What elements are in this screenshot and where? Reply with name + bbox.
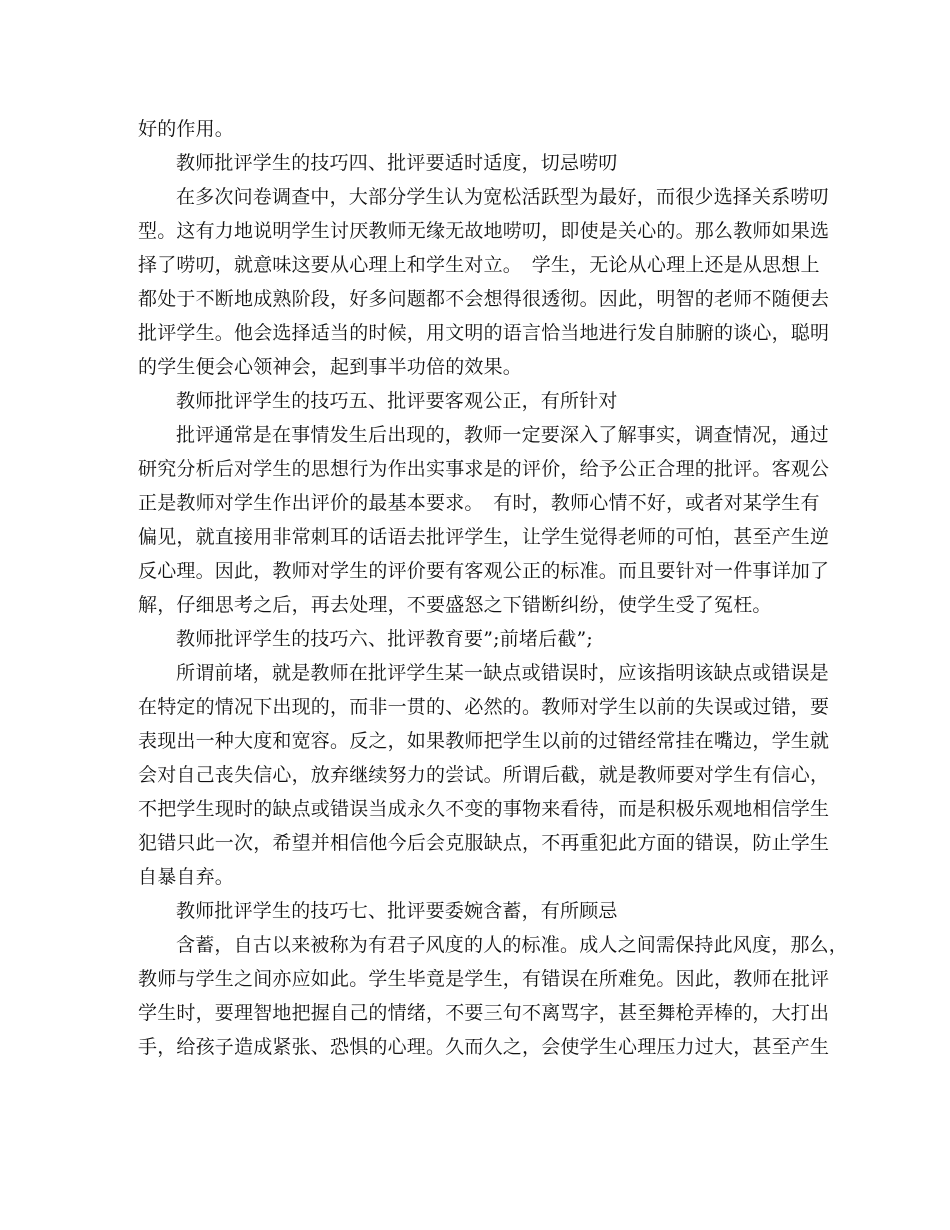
- text-line: 在多次问卷调查中，大部分学生认为宽松活跃型为最好，而很少选择关系唠叨: [176, 186, 829, 208]
- section-heading: 教师批评学生的技巧七、批评要委婉含蓄，有所顾忌: [176, 900, 618, 922]
- section-heading: 教师批评学生的技巧六、批评教育要”;前堵后截”;: [176, 628, 594, 650]
- text-line: 含蓄，自古以来被称为有君子风度的人的标准。成人之间需保持此风度，那么，: [176, 934, 849, 956]
- text-line: 不把学生现时的缺点或错误当成永久不变的事物来看待，而是积极乐观地相信学生: [138, 798, 830, 820]
- text-line: 犯错只此一次，希望并相信他今后会克服缺点，不再重犯此方面的错误，防止学生: [138, 832, 830, 854]
- text-line: 正是教师对学生作出评价的最基本要求。 有时，教师心情不好，或者对某学生有: [138, 492, 820, 514]
- text-line: 批评通常是在事情发生后出现的，教师一定要深入了解事实，调查情况，通过: [176, 424, 829, 446]
- text-line: 会对自己丧失信心，放弃继续努力的尝试。所谓后截，就是教师要对学生有信心，: [138, 764, 830, 786]
- text-line: 择了唠叨，就意味这要从心理上和学生对立。 学生，无论从心理上还是从思想上: [138, 254, 820, 276]
- text-line: 教师与学生之间亦应如此。学生毕竟是学生，有错误在所难免。因此，教师在批评: [138, 968, 830, 990]
- text-line: 所谓前堵，就是教师在批评学生某一缺点或错误时，应该指明该缺点或错误是: [176, 662, 829, 684]
- text-line: 都处于不断地成熟阶段，好多问题都不会想得很透彻。因此，明智的老师不随便去: [138, 288, 830, 310]
- text-line: 自暴自弃。: [138, 866, 235, 888]
- text-line: 批评学生。他会选择适当的时候，用文明的语言恰当地进行发自肺腑的谈心，聪明: [138, 322, 830, 344]
- text-line: 学生时，要理智地把握自己的情绪，不要三句不离骂字，甚至舞枪弄棒的，大打出: [138, 1002, 830, 1024]
- text-line: 手，给孩子造成紧张、恐惧的心理。久而久之，会使学生心理压力过大，甚至产生: [138, 1036, 830, 1058]
- text-line: 好的作用。: [138, 118, 235, 140]
- text-line: 解，仔细思考之后，再去处理，不要盛怒之下错断纠纷，使学生受了冤枉。: [138, 594, 772, 616]
- section-heading: 教师批评学生的技巧四、批评要适时适度，切忌唠叨: [176, 152, 618, 174]
- text-line: 表现出一种大度和宽容。反之，如果教师把学生以前的过错经常挂在嘴边，学生就: [138, 730, 830, 752]
- text-line: 型。这有力地说明学生讨厌教师无缘无故地唠叨，即使是关心的。那么教师如果选: [138, 220, 830, 242]
- text-line: 研究分析后对学生的思想行为作出实事求是的评价，给予公正合理的批评。客观公: [138, 458, 830, 480]
- section-heading: 教师批评学生的技巧五、批评要客观公正，有所针对: [176, 390, 618, 412]
- text-line: 的学生便会心领神会，起到事半功倍的效果。: [138, 356, 523, 378]
- text-line: 偏见，就直接用非常刺耳的话语去批评学生，让学生觉得老师的可怕，甚至产生逆: [138, 526, 830, 548]
- text-line: 在特定的情况下出现的，而非一贯的、必然的。教师对学生以前的失误或过错，要: [138, 696, 830, 718]
- text-line: 反心理。因此，教师对学生的评价要有客观公正的标准。而且要针对一件事详加了: [138, 560, 830, 582]
